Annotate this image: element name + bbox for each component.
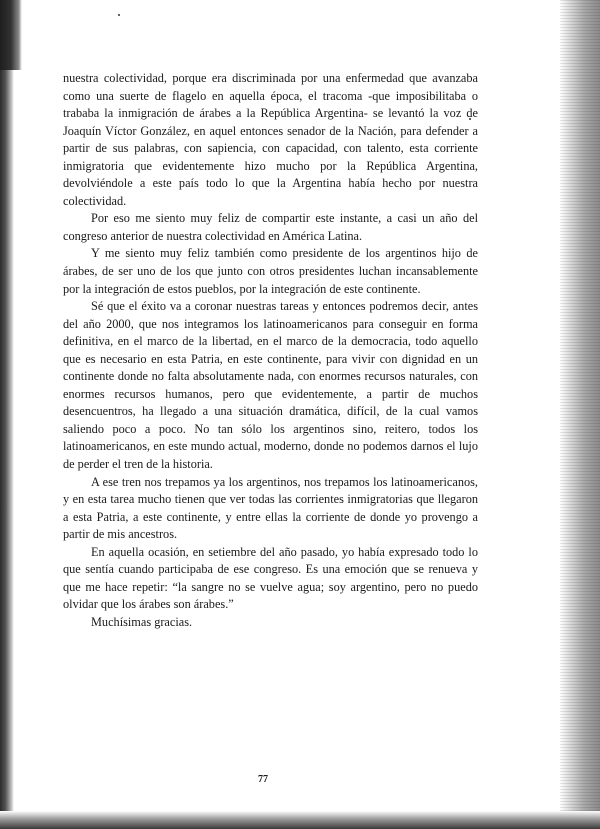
page-number: 77 — [258, 774, 268, 785]
paragraph-continuation: nuestra colectividad, porque era discriminada por una enfermedad que avanzaba como una suerte de flagelo en aquella época, el tracoma -que imposibilitaba o trababa la inmigración de árabes a la República Argentina- se levantó la voz de Joaquín Víctor González, en aquel entonces senador de la Nación, para defender a partir de sus palabras, con sapiencia, con capacidad, con talento, esta corriente inmigratoria que evidentemente hizo mucho por la República Argentina, devolviéndole a este país todo lo que la Argentina había hecho por nuestra colectividad. — [63, 71, 478, 208]
scan-speck — [118, 14, 120, 16]
paragraph: Sé que el éxito va a coronar nuestras tareas y entonces podremos decir, antes del año 2000, que nos integramos los latinoamericanos para conseguir en forma definitiva, en el marco de la libertad, en el marco de la democracia, todo aquello que es necesario en esta Patria, en este continente, para vivir con dignidad en un continente donde no falta absolutamente nada, con enormes recursos naturales, con enormes recursos humanos, pero que evidentemente, a partir de muchos desencuentros, ha llegado a una situación dramática, difícil, de la cual vamos saliendo poco a poco. No tan sólo los argentinos sino, reitero, todos los latinoamericanos, en este mundo actual, moderno, donde no podemos darnos el lujo de perder el tren de la historia. — [63, 299, 478, 472]
scan-edge-left-top — [0, 0, 22, 70]
paragraph: Y me siento muy feliz también como presidente de los argentinos hijo de árabes, de ser uno de los que junto con otros presidentes luchan incansablemente por la integración de estos pueblos, por la integración de este continente. — [63, 246, 478, 296]
paragraph: En aquella ocasión, en setiembre del año pasado, yo había expresado todo lo que sentía cuando participaba de ese congreso. Es una emoción que se renueva y que me hace repetir: “la sangre no se vuelve agua; soy argentino, pero no puedo olvidar que los árabes son árabes.” — [63, 544, 478, 612]
closing-line: Muchísimas gracias. — [91, 614, 193, 629]
paragraph: Por eso me siento muy feliz de compartir este instante, a casi un año del congreso anterior de nuestra colectividad en América Latina. — [63, 211, 478, 243]
body-text — [63, 70, 478, 632]
scan-edge-left — [0, 0, 14, 829]
scan-edge-right — [560, 0, 600, 829]
paragraph: A ese tren nos trepamos ya los argentinos, nos trepamos los latinoamericanos, y en esta tarea mucho tienen que ver todas las corrientes inmigratorias que llegaron a esta Patria, a este continente, y entre ellas la corriente de donde yo provengo a partir de mis ancestros. — [63, 474, 478, 542]
scan-edge-bottom — [0, 811, 600, 829]
